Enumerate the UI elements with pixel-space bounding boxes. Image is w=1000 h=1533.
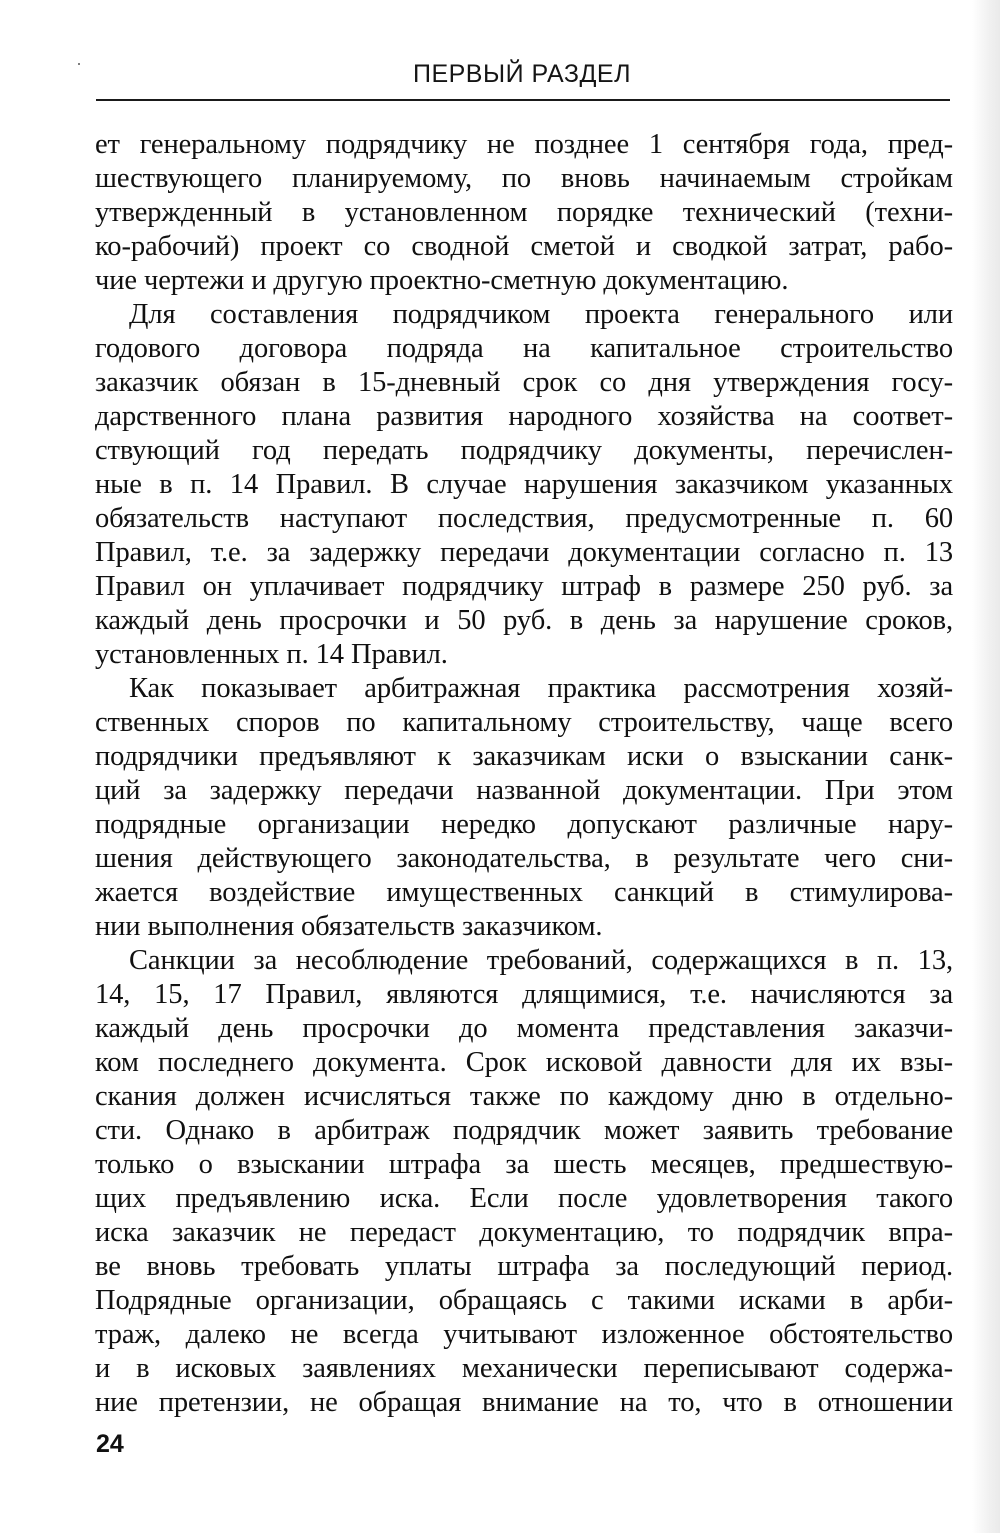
text-line: ные в п. 14 Правил. В случае нарушения заказчиком указанных: [95, 469, 953, 500]
text-line: установленных п. 14 Правил.: [95, 639, 448, 670]
text-line: обязательств наступают последствия, предусмотренные п. 60: [95, 503, 953, 534]
text-line: иска заказчик не передаст документацию, то подрядчик впра-: [95, 1217, 953, 1248]
text-line: утвержденный в установленном порядке технический (техни-: [95, 197, 953, 228]
text-line: 14, 15, 17 Правил, являются длящимися, т.е. начисляются за: [95, 979, 953, 1010]
text-line: скания должен исчисляться также по каждому дню в отдельно-: [95, 1081, 953, 1112]
text-line: ций за задержку передачи названной документации. При этом: [95, 775, 953, 806]
text-line: сти. Однако в арбитраж подрядчик может заявить требование: [95, 1115, 953, 1146]
paragraph: [95, 944, 953, 1420]
text-line: только о взыскании штрафа за шесть месяцев, предшествую-: [95, 1149, 953, 1180]
text-line: ве вновь требовать уплаты штрафа за последующий период.: [95, 1251, 953, 1282]
text-line: жается воздействие имущественных санкций в стимулирова-: [95, 877, 953, 908]
text-line: подрядчики предъявляют к заказчикам иски о взыскании санк-: [95, 741, 953, 772]
text-line: заказчик обязан в 15-дневный срок со дня утверждения госу-: [95, 367, 953, 398]
text-line: шествующего планируемому, по вновь начинаемым стройкам: [95, 163, 953, 194]
header-rule: [96, 99, 950, 101]
text-line: Для составления подрядчиком проекта генерального или: [129, 299, 953, 330]
text-line: каждый день просрочки до момента представления заказчи-: [95, 1013, 953, 1044]
text-line: годового договора подряда на капитальное строительство: [95, 333, 953, 364]
paragraph: [95, 128, 953, 298]
text-line: Подрядные организации, обращаясь с такими исками в арби-: [95, 1285, 953, 1316]
text-line: подрядные организации нередко допускают различные нару-: [95, 809, 953, 840]
text-line: траж, далеко не всегда учитывают изложенное обстоятельство: [95, 1319, 953, 1350]
running-title: ПЕРВЫЙ РАЗДЕЛ: [412, 60, 632, 88]
paragraph: [95, 298, 953, 672]
text-line: ственных споров по капитальному строительству, чаще всего: [95, 707, 953, 738]
text-line: щих предъявлению иска. Если после удовлетворения такого: [95, 1183, 953, 1214]
text-line: ние претензии, не обращая внимание на то, что в отношении: [95, 1387, 953, 1418]
text-line: дарственного плана развития народного хозяйства на соответ-: [95, 401, 953, 432]
text-line: ствующий год передать подрядчику документы, перечислен-: [95, 435, 953, 466]
text-line: ет генеральному подрядчику не позднее 1 сентября года, пред-: [95, 129, 953, 160]
paragraph: [95, 672, 953, 944]
text-line: ком последнего документа. Срок исковой давности для их взы-: [95, 1047, 953, 1078]
text-line: Санкции за несоблюдение требований, содержащихся в п. 13,: [129, 945, 953, 976]
text-line: шения действующего законодательства, в результате чего сни-: [95, 843, 953, 874]
text-line: чие чертежи и другую проектно-сметную документацию.: [95, 265, 789, 296]
print-speck: [78, 63, 80, 65]
text-line: ко-рабочий) проект со сводной сметой и сводкой затрат, рабо-: [95, 231, 953, 262]
text-line: Правил, т.е. за задержку передачи документации согласно п. 13: [95, 537, 953, 568]
body-text: [95, 128, 953, 1420]
page-number: 24: [96, 1430, 124, 1458]
page-edge-shadow: [972, 0, 1000, 1533]
text-line: и в исковых заявлениях механически переписывают содержа-: [95, 1353, 953, 1384]
text-line: каждый день просрочки и 50 руб. в день за нарушение сроков,: [95, 605, 953, 636]
text-line: нии выполнения обязательств заказчиком.: [95, 911, 603, 942]
text-line: Как показывает арбитражная практика рассмотрения хозяй-: [129, 673, 953, 704]
text-line: Правил он уплачивает подрядчику штраф в размере 250 руб. за: [95, 571, 953, 602]
